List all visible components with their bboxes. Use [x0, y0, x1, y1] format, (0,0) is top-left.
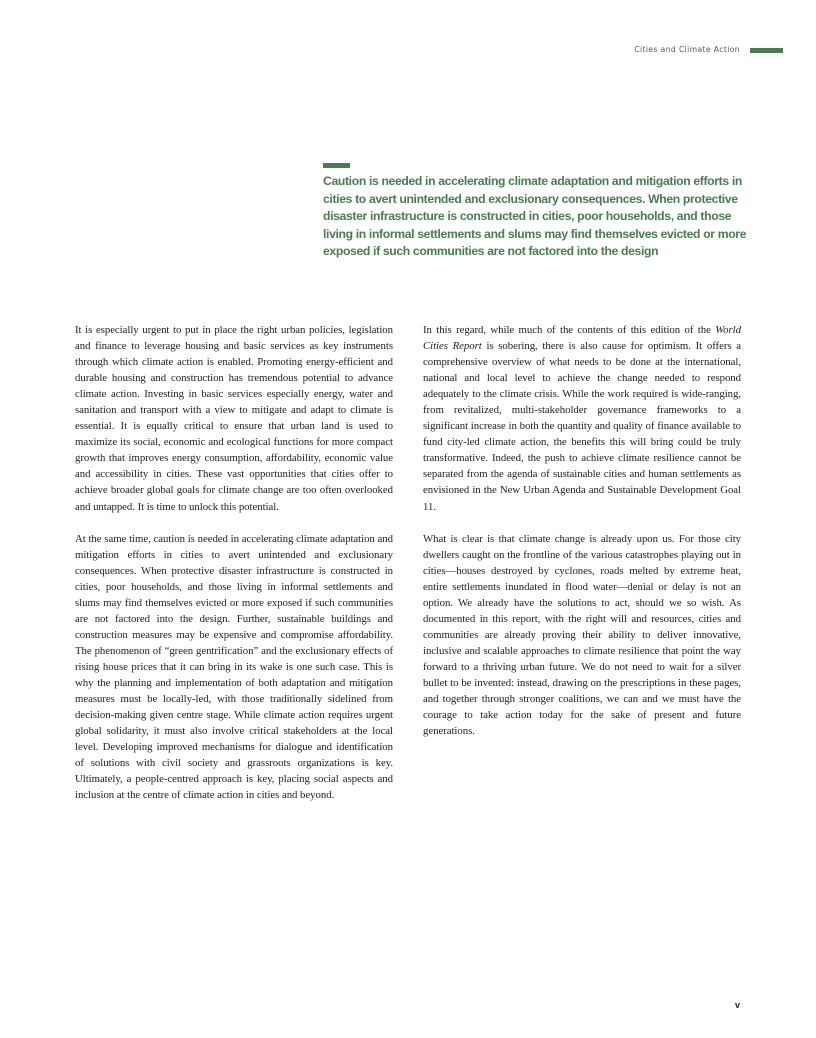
report-title-italic: World Cities Report [423, 324, 741, 353]
right-paragraph-1 [423, 322, 741, 515]
running-header-title: Cities and Climate Action [634, 45, 740, 54]
right-paragraph-2: What is clear is that climate change is already upon us. For those city dwellers caught on the frontline of the various catastrophes playing out in cities—houses destroyed by cyclones, roads melted by extreme heat, entire settlements inundated in flood water—denial or delay is not an option. We already have the solutions to act, should we so wish. As documented in this report, with the right will and resources, cities and communities are already proving their ability to deliver innovative, inclusive and scalable approaches to climate resilience that point the way forward to a thriving urban future. We do not need to wait for a silver bullet to be invented: instead, drawing on the prescriptions in these pages, and together through stronger coalitions, we can and we must have the courage to take action today for the sake of present and future generations. [423, 532, 741, 738]
left-paragraph-2: At the same time, caution is needed in accelerating climate adaptation and mitigation efforts in cities to avert unintended and exclusionary consequences. When protective disaster infrastructure is constructed in cities, poor households, and those living in informal settlements and slums may find themselves evicted or more exposed if such communities are not factored into the design. Further, sustainable buildings and construction measures may be expensive and compromise affordability. The phenomenon of “green gentrification” and the exclusionary effects of rising house prices that it can bring in its wake is one such case. This is why the planning and implementation of both adaptation and mitigation measures must be locally-led, with those traditionally sidelined from decision-making given centre stage. While climate action requires urgent global solidarity, it must also involve critical stakeholders at the local level. Developing improved mechanisms for dialogue and identification of solutions with civil society and grassroots organizations is key. Ultimately, a people-centred approach is key, placing social aspects and inclusion at the centre of climate action in cities and beyond. [75, 532, 393, 802]
right-column [423, 322, 741, 755]
right-paragraph-1-start: In this regard, while much of the contents of this edition of the [423, 324, 716, 336]
page-number: v [735, 1000, 741, 1010]
left-paragraph-1: It is especially urgent to put in place the right urban policies, legislation and finance to leverage housing and basic services as key instruments through which climate action is enabled. Promoting energy-efficient and durable housing and construction has tremendous potential to advance climate action. Investing in basic services especially energy, water and sanitation and transport with a view to mitigate and adapt to climate is essential. It is equally critical to ensure that urban land is used to maximize its social, economic and ecological functions for more compact growth that improves energy consumption, affordability, economic value and accessibility in cities. These vast opportunities that cities offer to achieve broader global goals for climate change are too often overlooked and untapped. It is time to unlock this potential. [75, 324, 393, 513]
header-accent-bar [750, 48, 783, 53]
left-column [75, 322, 393, 819]
pullquote: Caution is needed in accelerating climate adaptation and mitigation efforts in cities to avert unintended and exclusionary consequences. When protective disaster infrastructure is constructed in cities, poor households, and those living in informal settlements and slums may find themselves evicted or more exposed if such communities are not factored into the design [323, 174, 747, 259]
right-paragraph-1-rest: is sobering, there is also cause for optimism. It offers a comprehensive overview of what needs to be done at the international, national and local level to achieve the change needed to respond adequately to the climate crisis. While the work required is wide-ranging, from revitalized, multi-stakeholder governance frameworks to a significant increase in both the quantity and quality of finance available to fund city-led climate action, the benefits this will bring could be truly transformative. Indeed, the push to achieve climate resilience cannot be separated from the agenda of sustainable cities and human settlements as envisioned in the New Urban Agenda and Sustainable Development Goal 11. [423, 340, 741, 513]
pullquote-accent-bar [323, 163, 350, 168]
